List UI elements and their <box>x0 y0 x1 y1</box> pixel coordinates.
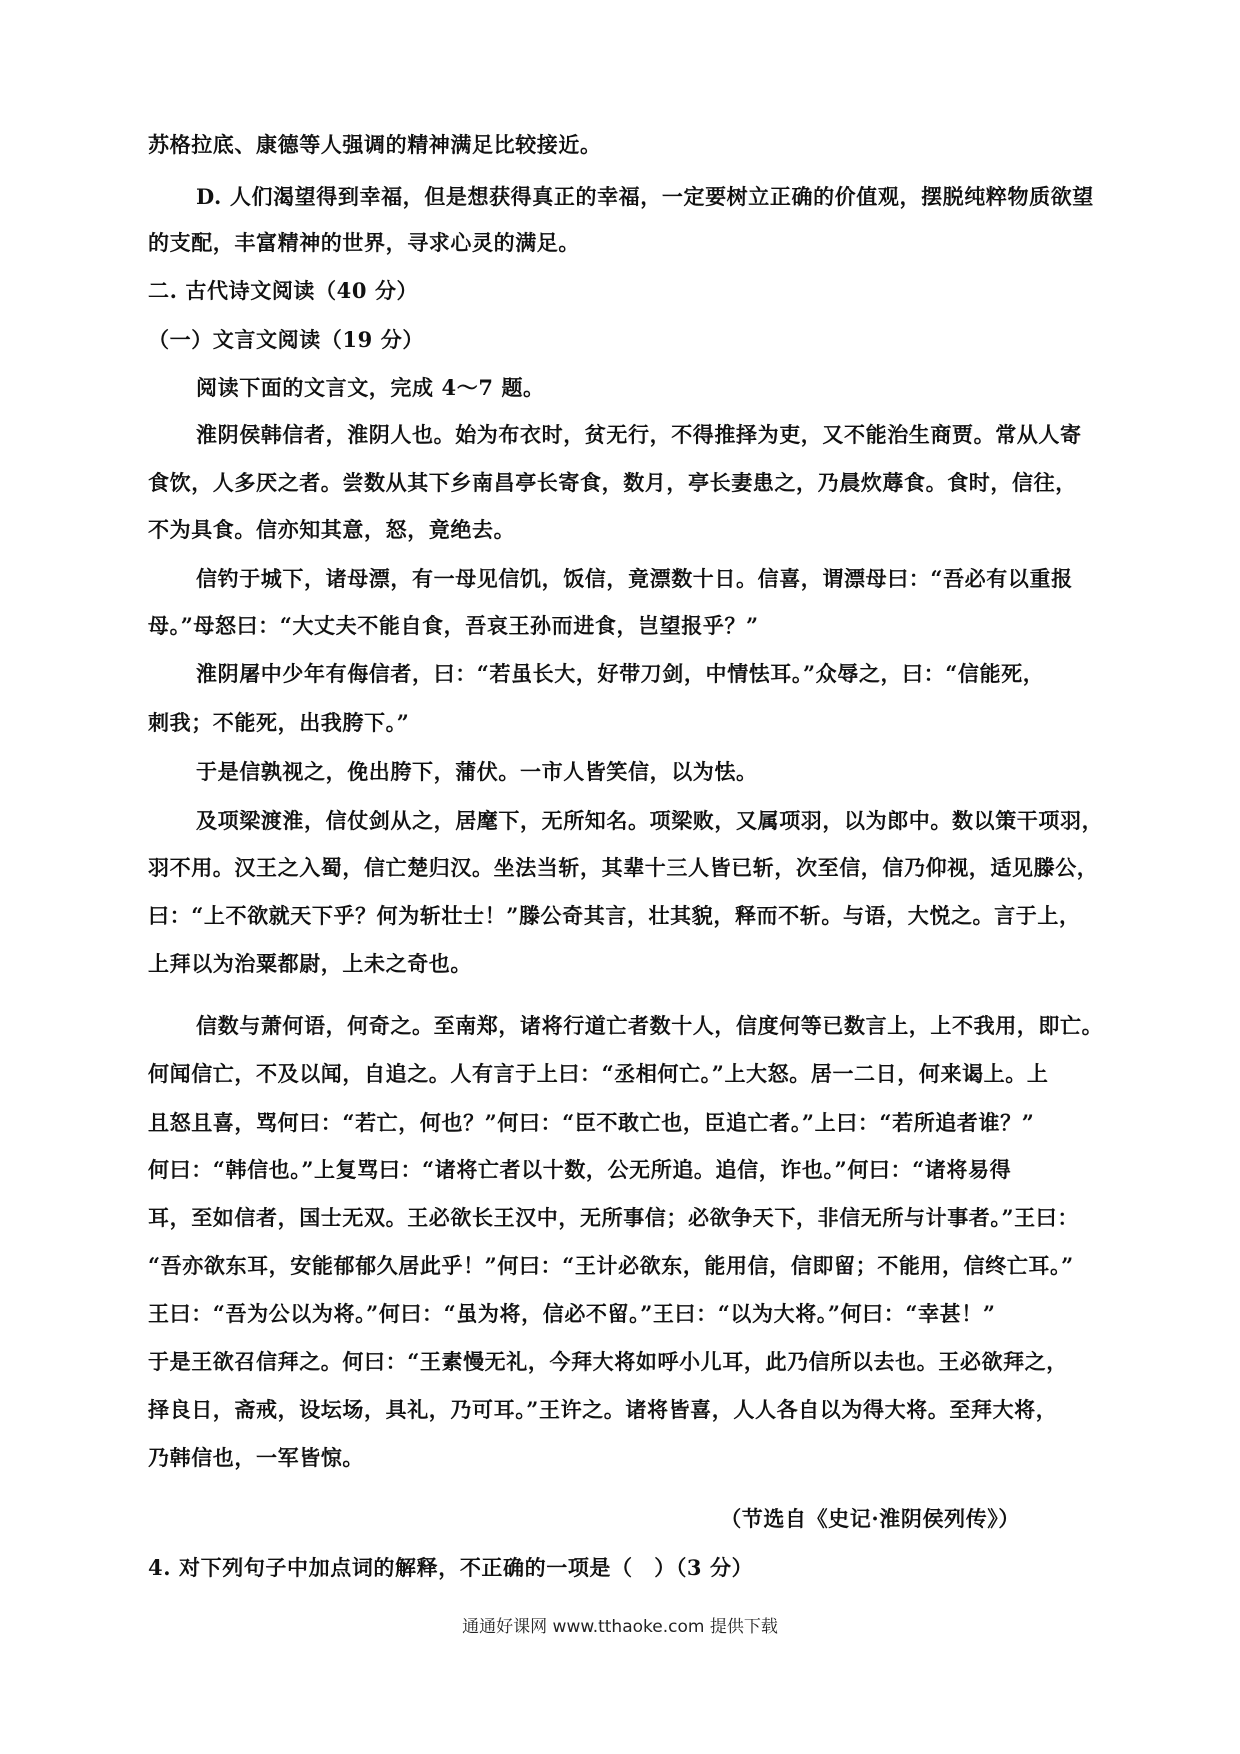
subsection-heading: （一）文言文阅读（19 分） <box>148 327 424 352</box>
passage-line: 曰：“上不欲就天下乎？何为斩壮士！”滕公奇其言，壮其貌，释而不斩。与语，大悦之。言于上， <box>148 903 1081 928</box>
option-d-line: D. 人们渴望得到幸福，但是想获得真正的幸福，一定要树立正确的价值观，摆脱纯粹物质欲望 <box>196 184 1094 209</box>
passage-line: 信钓于城下，诸母漂，有一母见信饥，饭信，竟漂数十日。信喜，谓漂母曰：“吾必有以重报 <box>196 566 1073 591</box>
passage-line: 于是信孰视之，俛出胯下，蒲伏。一市人皆笑信，以为怯。 <box>196 759 758 784</box>
page-footer: 通通好课网 www.tthaoke.com 提供下载 <box>462 1617 778 1637</box>
section-heading: 二. 古代诗文阅读（40 分） <box>148 278 419 303</box>
passage-line: 择良日，斋戒，设坛场，具礼，乃可耳。”王许之。诸将皆喜，人人各自以为得大将。至拜大将， <box>148 1397 1058 1422</box>
passage-line: 王曰：“吾为公以为将。”何曰：“虽为将，信必不留。”王曰：“以为大将。”何曰：“幸甚！” <box>148 1301 996 1326</box>
passage-line: 食饮，人多厌之者。尝数从其下乡南昌亭长寄食，数月，亭长妻患之，乃晨炊蓐食。食时，信往， <box>148 470 1077 495</box>
passage-line: “吾亦欲东耳，安能郁郁久居此乎！”何曰：“王计必欲东，能用信，信即留；不能用，信终亡耳。” <box>148 1253 1074 1278</box>
passage-line: 且怒且喜，骂何曰：“若亡，何也？”何曰：“臣不敢亡也，臣追亡者。”上曰：“若所追者谁？” <box>148 1110 1035 1135</box>
passage-line: 淮阴侯韩信者，淮阴人也。始为布衣时，贫无行，不得推择为吏，又不能治生商贾。常从人寄 <box>196 422 1082 447</box>
passage-line: 上拜以为治粟都尉，上未之奇也。 <box>148 951 472 976</box>
passage-line: 于是王欲召信拜之。何曰：“王素慢无礼，今拜大将如呼小儿耳，此乃信所以去也。王必欲拜之， <box>148 1349 1068 1374</box>
passage-line: 刺我；不能死，出我胯下。” <box>148 710 410 735</box>
source-citation: （节选自《史记·淮阴侯列传》） <box>720 1506 1020 1531</box>
passage-line: 母。”母怒曰：“大丈夫不能自食，吾哀王孙而进食，岂望报乎？” <box>148 613 759 638</box>
question-4: 4. 对下列句子中加点词的解释，不正确的一项是（ ）（3 分） <box>148 1555 754 1580</box>
passage-line: 何曰：“韩信也。”上复骂曰：“诸将亡者以十数，公无所追。追信，诈也。”何曰：“诸将易得 <box>148 1157 1012 1182</box>
passage-line: 何闻信亡，不及以闻，自追之。人有言于上曰：“丞相何亡。”上大怒。居一二日，何来谒上。上 <box>148 1061 1049 1086</box>
passage-line: 乃韩信也，一军皆惊。 <box>148 1445 364 1470</box>
passage-line: 羽不用。汉王之入蜀，信亡楚归汉。坐法当斩，其辈十三人皆已斩，次至信，信乃仰视，适见滕公， <box>148 855 1099 880</box>
passage-line: 及项梁渡淮，信仗剑从之，居麾下，无所知名。项梁败，又属项羽，以为郎中。数以策干项羽， <box>196 808 1104 833</box>
text-line: 苏格拉底、康德等人强调的精神满足比较接近。 <box>148 132 602 157</box>
instruction-line: 阅读下面的文言文，完成 4～7 题。 <box>196 375 545 400</box>
passage-line: 淮阴屠中少年有侮信者，曰：“若虽长大，好带刀剑，中情怯耳。”众辱之，曰：“信能死， <box>196 661 1045 686</box>
text-line: 的支配，丰富精神的世界，寻求心灵的满足。 <box>148 230 580 255</box>
passage-line: 信数与萧何语，何奇之。至南郑，诸将行道亡者数十人，信度何等已数言上，上不我用，即亡。 <box>196 1013 1104 1038</box>
passage-line: 耳，至如信者，国士无双。王必欲长王汉中，无所事信；必欲争天下，非信无所与计事者。”王曰： <box>148 1205 1079 1230</box>
passage-line: 不为具食。信亦知其意，怒，竟绝去。 <box>148 517 516 542</box>
